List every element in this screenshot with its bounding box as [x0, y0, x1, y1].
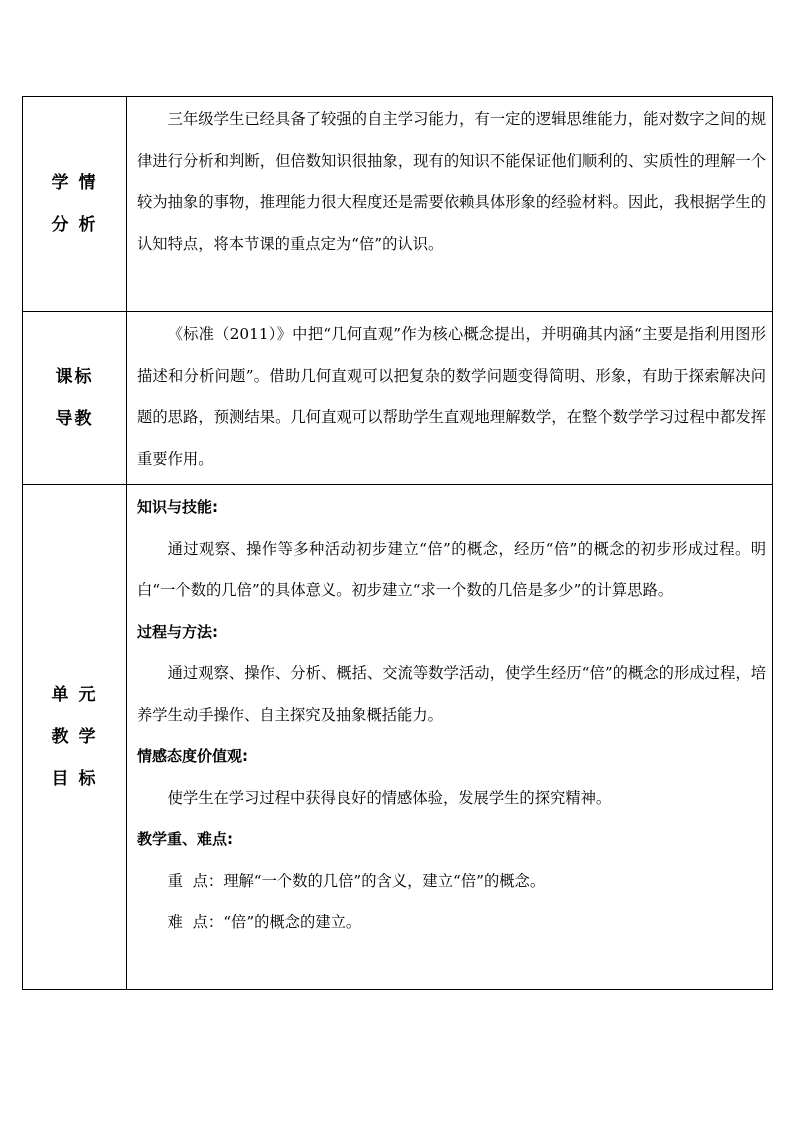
label-line: 分 析: [51, 215, 98, 235]
keypoints-heading: 教学重、难点:: [137, 830, 233, 848]
label-line: 单 元: [51, 685, 98, 705]
student-analysis-text: 三年级学生已经具备了较强的自主学习能力，有一定的逻辑思维能力，能对数字之间的规律进行分析和判断，但倍数知识很抽象，现有的知识不能保证他们顺利的、实质性的理解一个较为抽象的事物，推理能力很大程度还是需要依赖具体形象的经验材料。因此，我根据学生的认知特点，将本节课的重点定为“倍”的认识。: [137, 110, 766, 253]
label-line: 教 学: [51, 727, 98, 747]
row-content-curriculum-guide: [127, 312, 773, 485]
key-point-text: 重 点：理解“一个数的几倍”的含义，建立“倍”的概念。: [167, 871, 546, 890]
emotion-text: 使学生在学习过程中获得良好的情感体验，发展学生的探究精神。: [167, 788, 612, 807]
row-content-unit-goals: [127, 485, 773, 990]
table-row-student-analysis: [23, 97, 773, 312]
knowledge-heading: 知识与技能:: [137, 498, 218, 516]
table-row-unit-goals: [23, 485, 773, 990]
label-line: 课标: [55, 367, 94, 387]
curriculum-guide-text: 《标准（2011）》中把“几何直观”作为核心概念提出，并明确其内涵“主要是指利用图形描述和分析问题”。借助几何直观可以把复杂的数学问题变得简明、形象，有助于探索解决问题的思路，预测结果。几何直观可以帮助学生直观地理解数学，在整个数学学习过程中都发挥重要作用。: [137, 325, 766, 468]
row-label-curriculum-guide: [23, 312, 127, 485]
label-line: 目 标: [51, 769, 98, 789]
lesson-plan-table: [22, 96, 773, 990]
knowledge-text: 通过观察、操作等多种活动初步建立“倍”的概念，经历“倍”的概念的初步形成过程。明白“一个数的几倍”的具体意义。初步建立“求一个数的几倍是多少”的计算思路。: [137, 539, 766, 599]
process-heading: 过程与方法:: [137, 622, 218, 641]
row-label-unit-goals: [23, 485, 127, 990]
row-content-student-analysis: [127, 97, 773, 312]
process-text: 通过观察、操作、分析、概括、交流等数学活动，使学生经历“倍”的概念的形成过程，培养学生动手操作、自主探究及抽象概括能力。: [137, 664, 766, 724]
label-line: 导教: [55, 409, 94, 429]
row-label-student-analysis: [23, 97, 127, 312]
difficult-point-text: 难 点：“倍”的概念的建立。: [167, 913, 362, 931]
emotion-heading: 情感态度价值观:: [137, 747, 248, 765]
table-row-curriculum-guide: [23, 312, 773, 485]
label-line: 学 情: [51, 173, 98, 193]
